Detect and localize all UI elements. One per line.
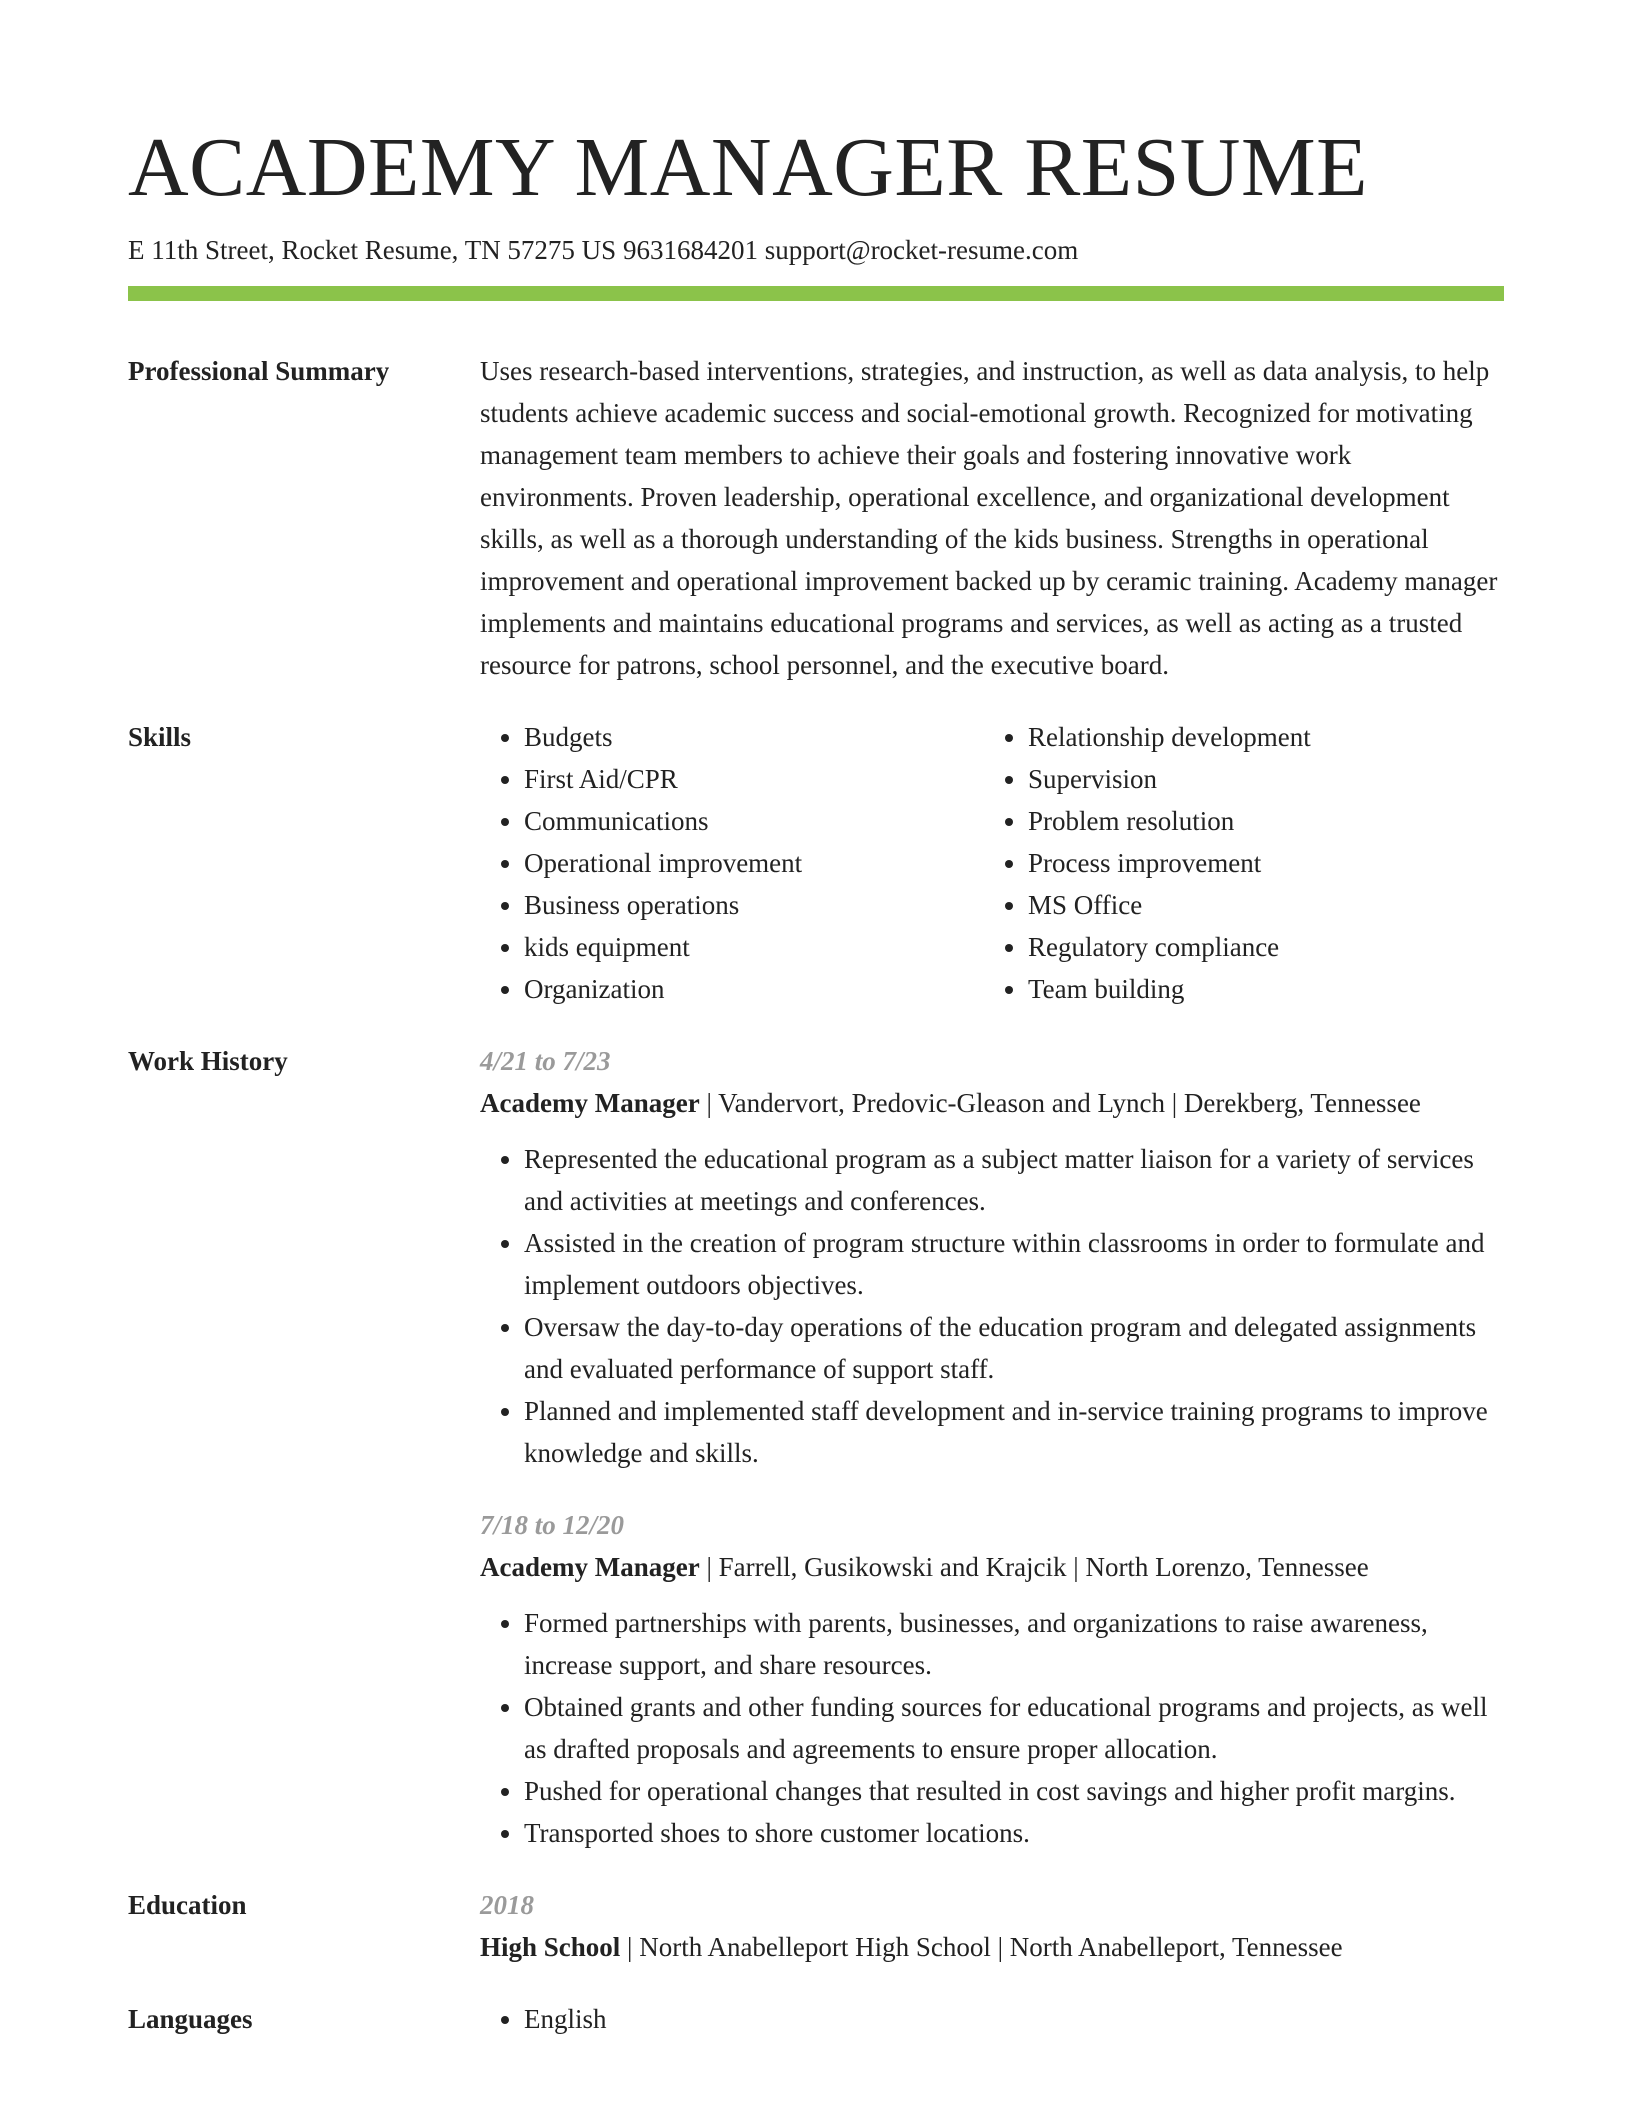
skill-item: • Team building <box>1028 968 1488 1010</box>
resume-title: ACADEMY MANAGER RESUME <box>128 121 1368 214</box>
skill-item: • Relationship development <box>1028 716 1488 758</box>
job-dates: 4/21 to 7/23 <box>480 1046 611 1076</box>
skill-item: • Communications <box>524 800 984 842</box>
skill-item: • MS Office <box>1028 884 1488 926</box>
job-bullet: • Represented the educational program as a subject matter liaison for a variety of services and activities at meetings and conferences. <box>524 1138 1504 1222</box>
job-bullet: • Transported shoes to shore customer locations. <box>524 1812 1504 1854</box>
work-history-label: Work History <box>128 1046 288 1076</box>
languages-section <box>128 1998 1504 2040</box>
skill-item: • Process improvement <box>1028 842 1488 884</box>
education-section <box>128 1884 1504 1968</box>
job-role-line <box>480 1082 1504 1124</box>
job-bullets <box>480 1138 1504 1474</box>
job-bullet: • Obtained grants and other funding sources for educational programs and projects, as well as drafted proposals and agreements to ensure proper allocation. <box>524 1686 1504 1770</box>
skills-list-right <box>984 716 1488 1010</box>
education-degree: High School <box>480 1932 621 1962</box>
skill-item: • Supervision <box>1028 758 1488 800</box>
job-bullet: • Pushed for operational changes that resulted in cost savings and higher profit margins. <box>524 1770 1504 1812</box>
skill-item: • Business operations <box>524 884 984 926</box>
summary-section <box>128 350 1504 686</box>
skills-list-left <box>480 716 984 1010</box>
job-title: Academy Manager <box>480 1552 700 1582</box>
job-details: | Farrell, Gusikowski and Krajcik | North Lorenzo, Tennessee <box>699 1552 1369 1582</box>
education-label: Education <box>128 1890 247 1920</box>
summary-label: Professional Summary <box>128 356 390 386</box>
languages-list <box>480 1998 1504 2040</box>
skill-item: • Organization <box>524 968 984 1010</box>
job-bullet: • Oversaw the day-to-day operations of the education program and delegated assignments and evaluated performance of support staff. <box>524 1306 1504 1390</box>
contact-info: E 11th Street, Rocket Resume, TN 57275 US 9631684201 support@rocket-resume.com <box>128 235 1079 265</box>
job-dates: 7/18 to 12/20 <box>480 1510 625 1540</box>
job-bullet: • Formed partnerships with parents, businesses, and organizations to raise awareness, increase support, and share resources. <box>524 1602 1504 1686</box>
language-item: • English <box>524 1998 1504 2040</box>
job-entry <box>480 1504 1504 1854</box>
skill-item: • First Aid/CPR <box>524 758 984 800</box>
education-year: 2018 <box>480 1890 534 1920</box>
skills-section <box>128 716 1504 1010</box>
job-bullets <box>480 1602 1504 1854</box>
languages-label: Languages <box>128 2004 253 2034</box>
job-title: Academy Manager <box>480 1088 700 1118</box>
skill-item: • Budgets <box>524 716 984 758</box>
resume-sections <box>128 350 1504 2070</box>
job-entry <box>480 1040 1504 1474</box>
skill-item: • kids equipment <box>524 926 984 968</box>
work-history-section <box>128 1040 1504 1854</box>
skills-label: Skills <box>128 722 192 752</box>
skill-item: • Operational improvement <box>524 842 984 884</box>
job-role-line <box>480 1546 1504 1588</box>
job-bullet: • Assisted in the creation of program structure within classrooms in order to formulate and implement outdoors objectives. <box>524 1222 1504 1306</box>
job-details: | Vandervort, Predovic-Gleason and Lynch | Derekberg, Tennessee <box>699 1088 1421 1118</box>
job-bullet: • Planned and implemented staff development and in-service training programs to improve knowledge and skills. <box>524 1390 1504 1474</box>
skill-item: • Regulatory compliance <box>1028 926 1488 968</box>
accent-divider <box>128 286 1504 301</box>
skill-item: • Problem resolution <box>1028 800 1488 842</box>
summary-text: Uses research-based interventions, strategies, and instruction, as well as data analysis, to help students achieve academic success and social-emotional growth. Recognized for motivating management team members to achieve their goals and fostering innovative work environments. Proven leadership, operational excellence, and organizational development skills, as well as a thorough understanding of the kids business. Strengths in operational improvement and operational improvement backed up by ceramic training. Academy manager implements and maintains educational programs and services, as well as acting as a trusted resource for patrons, school personnel, and the executive board. <box>480 356 1498 680</box>
education-line <box>480 1926 1504 1968</box>
education-details: | North Anabelleport High School | North Anabelleport, Tennessee <box>620 1932 1343 1962</box>
